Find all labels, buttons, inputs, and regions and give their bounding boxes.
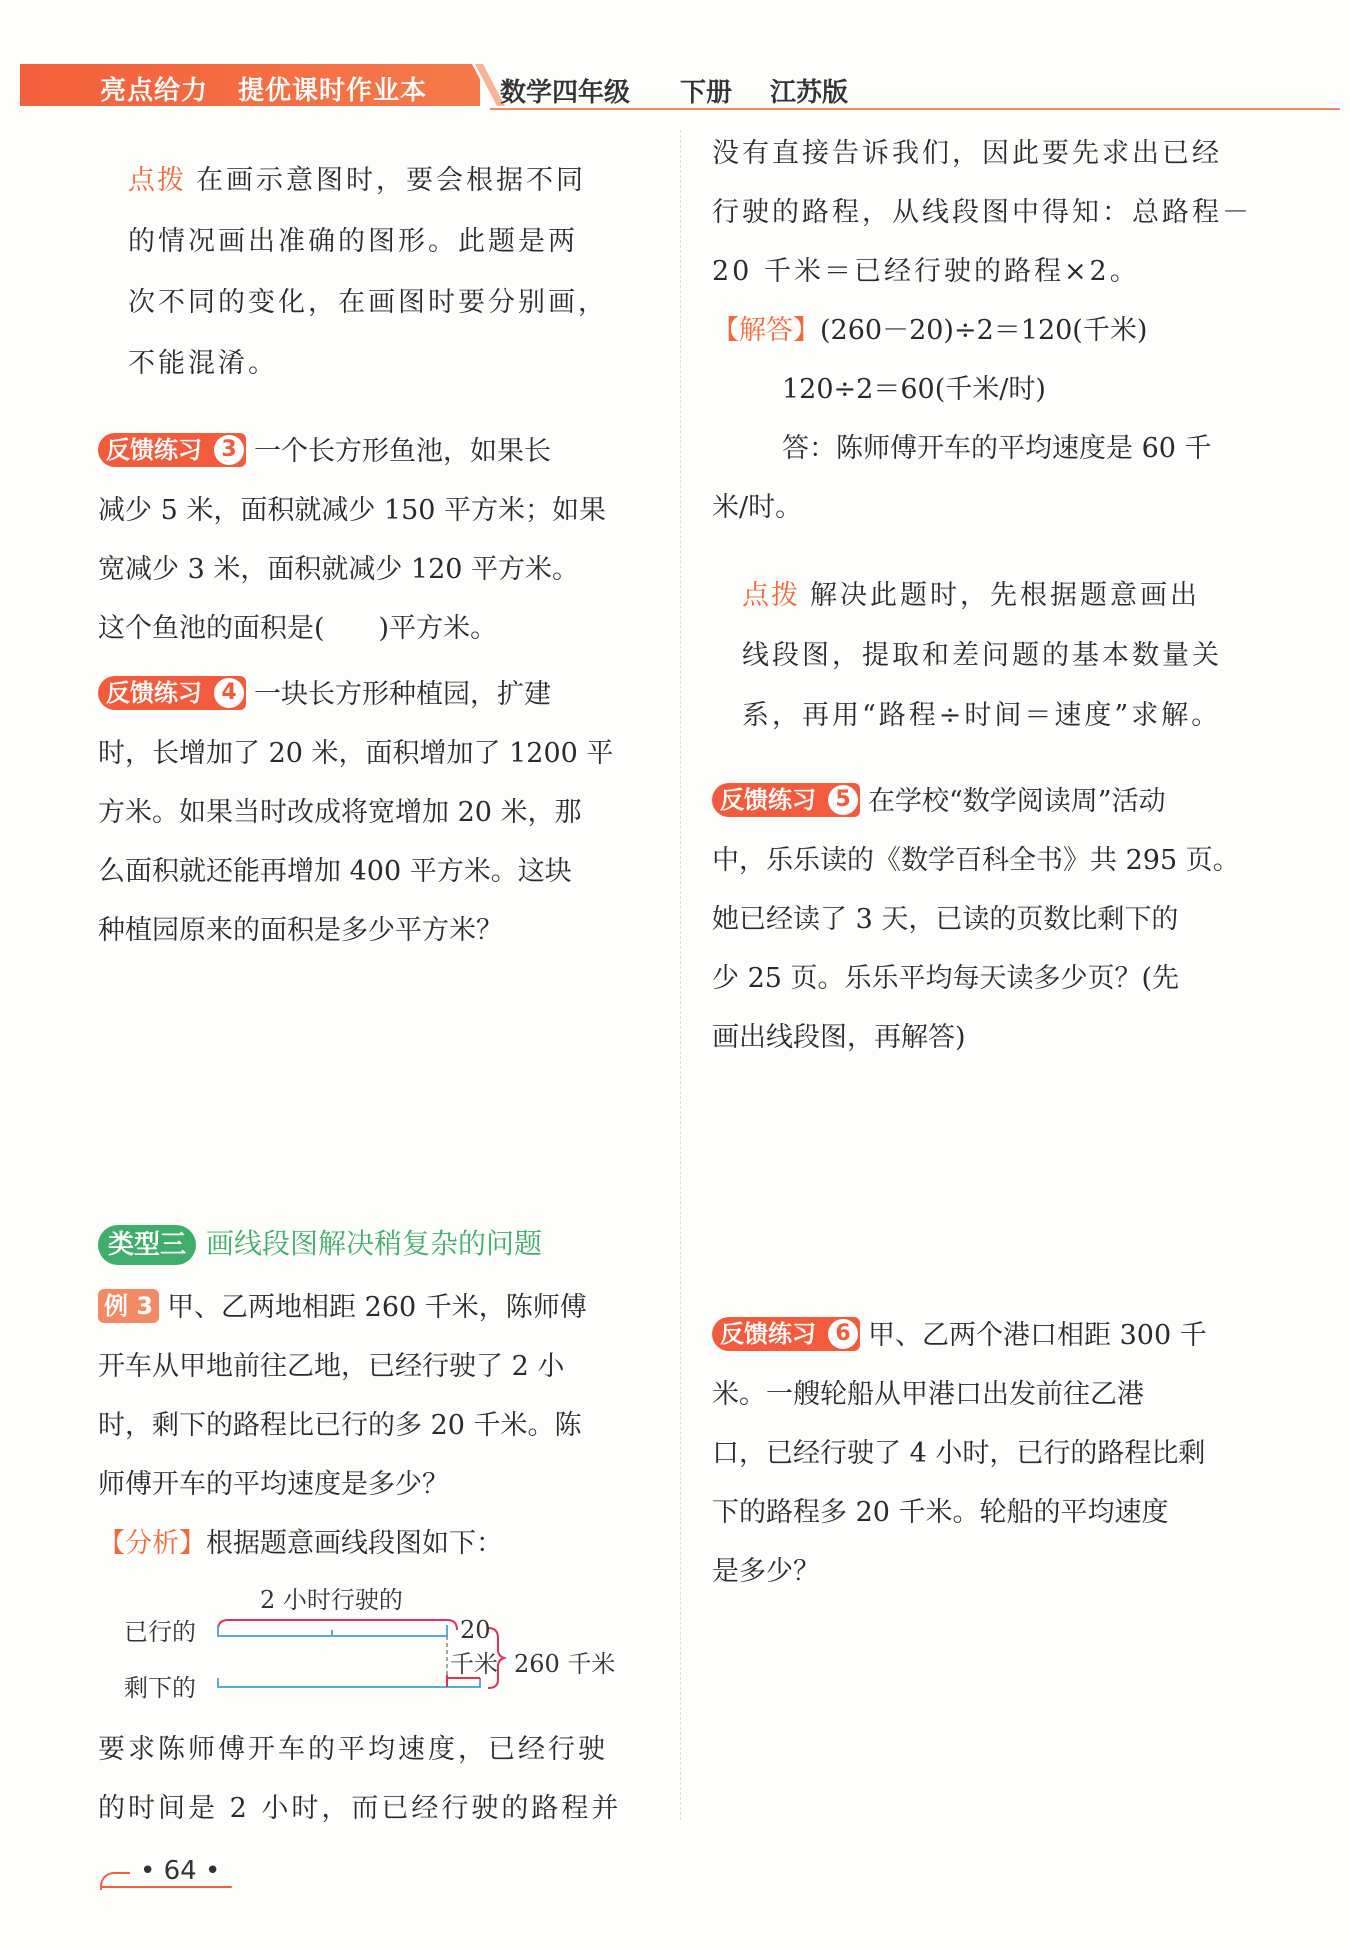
page-number: • 64 •: [140, 1856, 221, 1886]
badge-number: 5: [828, 785, 858, 815]
brand-name: 亮点给力: [100, 76, 209, 106]
example-line: 甲、乙两地相距 260 千米，陈师傅: [167, 1292, 587, 1323]
feedback-badge: 反馈练习 6: [712, 1317, 860, 1351]
answer-equation-2: 120÷2＝60(千米/时): [782, 374, 1046, 405]
exercise-line: 方米。如果当时改成将宽增加 20 米，那: [98, 797, 582, 828]
exercise-line: 下的路程多 20 千米。轮船的平均速度: [712, 1497, 1169, 1528]
analysis-label: 【分析】: [98, 1528, 206, 1559]
exercise-line: 种植园原来的面积是多少平方米？: [98, 915, 503, 946]
badge-number: 4: [214, 678, 244, 708]
badge-number: 3: [214, 435, 244, 465]
feedback-exercise-3: [98, 422, 658, 658]
analysis-line: 的时间是 2 小时，而已经行驶的路程并: [98, 1793, 622, 1824]
tip-block-1: [98, 150, 658, 394]
exercise-line: 是多少？: [712, 1556, 820, 1587]
feedback-exercise-6: [712, 1306, 1272, 1601]
badge-number: 6: [828, 1319, 858, 1349]
tip-line: 在画示意图时，要会根据不同: [196, 165, 586, 196]
page-number-block: [100, 1856, 240, 1896]
exercise-line: 米。一艘轮船从甲港口出发前往乙港: [712, 1379, 1144, 1410]
analysis-line: 20 千米＝已经行驶的路程×2。: [712, 256, 1140, 287]
analysis-line: 没有直接告诉我们，因此要先求出已经: [712, 138, 1222, 169]
analysis-line: 行驶的路程，从线段图中得知：总路程－: [712, 197, 1252, 228]
exercise-line: 减少 5 米，面积就减少 150 平方米；如果: [98, 495, 607, 526]
feedback-badge: 反馈练习 3: [98, 433, 246, 467]
answer-equation-1: (260－20)÷2＝120(千米): [820, 315, 1148, 346]
exercise-line: 少 25 页。乐乐平均每天读多少页？(先: [712, 963, 1180, 994]
answer-label: 【解答】: [712, 315, 820, 346]
example-3: [98, 1278, 658, 1573]
tip-line: 不能混淆。: [128, 348, 278, 379]
remaining-segment: [218, 1678, 480, 1687]
example-line: 时，剩下的路程比已行的多 20 千米。陈: [98, 1410, 582, 1441]
example-line: 师傅开车的平均速度是多少？: [98, 1469, 449, 1500]
tip-line: 系，再用“路程÷时间＝速度”求解。: [742, 700, 1222, 731]
page-header: [20, 64, 1340, 108]
example-line: 开车从甲地前往乙地，已经行驶了 2 小: [98, 1351, 565, 1382]
answer-block: [712, 301, 1272, 537]
analysis-continued: [98, 1720, 658, 1838]
diagram-total: 260 千米: [514, 1650, 616, 1678]
exercise-line: 一个长方形鱼池，如果长: [254, 436, 551, 467]
diagram-difference-value: 20: [460, 1616, 491, 1644]
exercise-line: 她已经读了 3 天，已读的页数比剩下的: [712, 904, 1179, 935]
tip-line: 线段图，提取和差问题的基本数量关: [742, 640, 1222, 671]
tip-label: 点拨: [742, 580, 800, 611]
feedback-exercise-5: [712, 772, 1272, 1067]
volume-label: 下册: [680, 78, 733, 108]
exercise-line: 甲、乙两个港口相距 300 千: [868, 1320, 1207, 1351]
example-badge: 例 3: [98, 1289, 159, 1323]
feedback-badge: 反馈练习 5: [712, 783, 860, 817]
exercise-line: 在学校“数学阅读周”活动: [868, 786, 1166, 817]
tip-block-2: [712, 566, 1272, 746]
tip-line: 的情况画出准确的图形。此题是两: [128, 226, 578, 257]
exercise-line: 么面积就还能再增加 400 平方米。这块: [98, 856, 572, 887]
exercise-line: 口，已经行驶了 4 小时，已行的路程比剩: [712, 1438, 1206, 1469]
segment-diagram: [110, 1580, 670, 1710]
exercise-line: 中，乐乐读的《数学百科全书》共 295 页。: [712, 845, 1240, 876]
diagram-top-label: 2 小时行驶的: [260, 1586, 403, 1614]
type-badge: 类型三: [98, 1225, 196, 1265]
series-name: 提优课时作业本: [238, 76, 428, 106]
feedback-badge: 反馈练习 4: [98, 676, 246, 710]
edition-label: 江苏版: [770, 78, 849, 108]
tip-line: 次不同的变化，在画图时要分别画，: [128, 287, 608, 318]
answer-statement: 答：陈师傅开车的平均速度是 60 千: [782, 433, 1212, 464]
diagram-row-traveled: 已行的: [124, 1618, 196, 1646]
diagram-row-remaining: 剩下的: [124, 1674, 196, 1702]
answer-statement-end: 米/时。: [712, 492, 803, 523]
column-divider: [680, 130, 681, 1820]
subject-label: 数学四年级: [500, 78, 631, 108]
header-rule: [490, 108, 1340, 110]
exercise-line: 画出线段图，再解答): [712, 1022, 966, 1053]
diagram-difference-unit: 千米: [450, 1650, 498, 1678]
type-title: 画线段图解决稍复杂的问题: [206, 1227, 543, 1260]
analysis-continued-right: [712, 124, 1272, 301]
analysis-text: 根据题意画线段图如下：: [206, 1528, 503, 1559]
feedback-exercise-4: [98, 665, 658, 960]
exercise-line: 宽减少 3 米，面积就减少 120 平方米。: [98, 554, 580, 585]
analysis-line: 要求陈师傅开车的平均速度，已经行驶: [98, 1734, 608, 1765]
exercise-line: 时，长增加了 20 米，面积增加了 1200 平: [98, 738, 614, 769]
tip-line: 解决此题时，先根据题意画出: [810, 580, 1200, 611]
exercise-line: 一块长方形种植园，扩建: [254, 679, 551, 710]
type-heading: [98, 1222, 658, 1266]
exercise-line: 这个鱼池的面积是( )平方米。: [98, 613, 498, 644]
page-number-underline: [100, 1886, 232, 1888]
tip-label: 点拨: [128, 165, 186, 196]
top-brace: [218, 1620, 457, 1630]
